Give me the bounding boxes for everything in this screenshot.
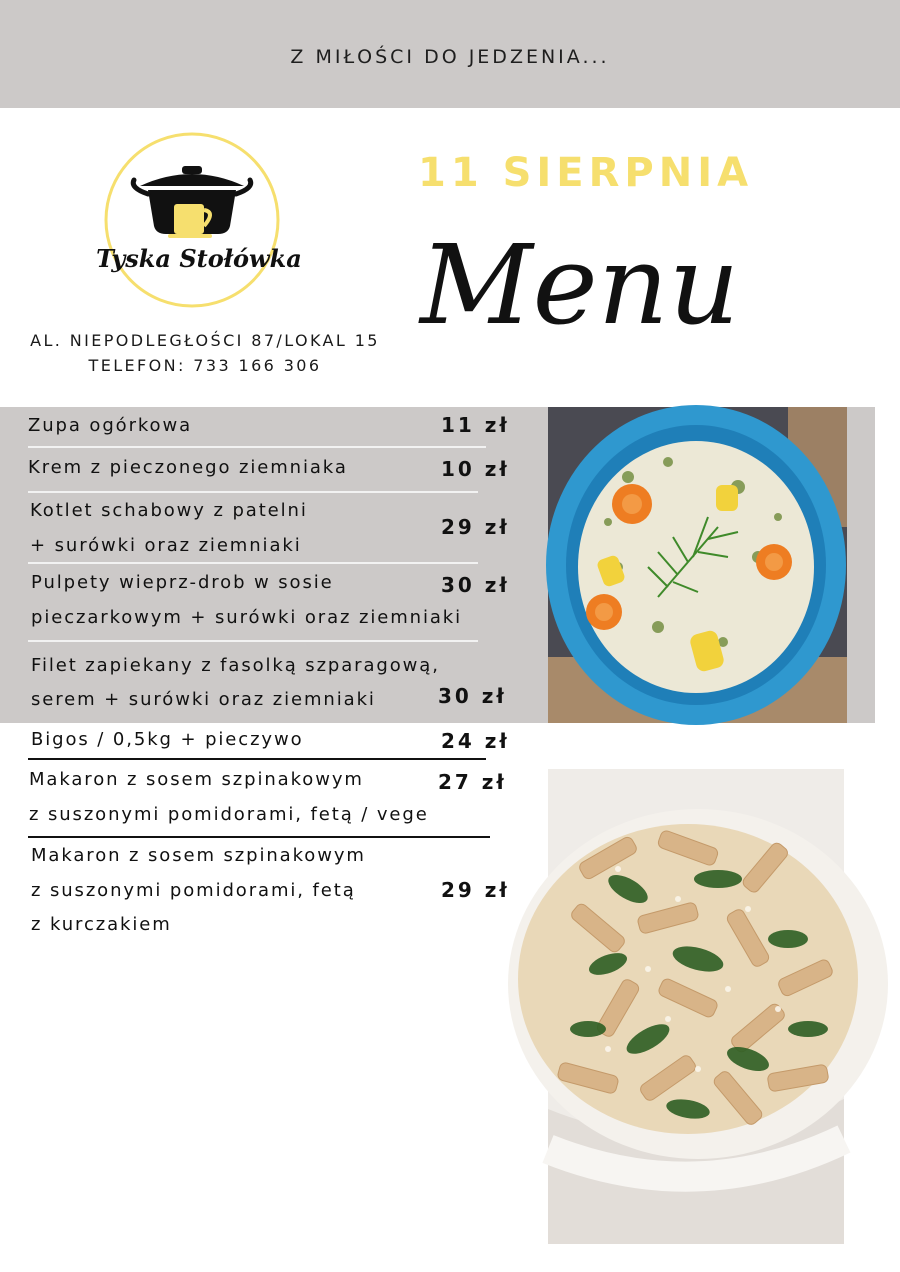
menu-item-name: Bigos / 0,5kg + pieczywo <box>31 729 304 750</box>
logo-name: Tyska Stołówka <box>96 244 302 273</box>
menu-item-price: 10 zł <box>441 457 510 481</box>
menu-item-name: Zupa ogórkowa <box>28 415 193 436</box>
tagline: Z MIŁOŚCI DO JEDZENIA... <box>290 46 610 68</box>
menu-item-price: 29 zł <box>441 515 510 539</box>
menu-title-text: Menu <box>420 221 740 349</box>
cucumber-soup-photo <box>548 407 847 723</box>
pasta-photo <box>548 769 844 1244</box>
restaurant-logo <box>96 128 302 313</box>
soup-photo <box>548 407 847 723</box>
menu-item-name: Krem z pieczonego ziemniaka <box>28 457 348 478</box>
spinach-pasta-photo <box>548 769 844 1244</box>
divider <box>28 758 486 760</box>
address: AL. NIEPODLEGŁOŚCI 87/LOKAL 15 <box>30 331 380 350</box>
menu-item-name: Makaron z sosem szpinakowym <box>31 845 366 866</box>
menu-item-price: 27 zł <box>438 770 507 794</box>
pot-with-mug-icon <box>100 128 285 313</box>
menu-item-name: pieczarkowym + surówki oraz ziemniaki <box>31 607 463 628</box>
menu-item-name: Kotlet schabowy z patelni <box>30 500 308 521</box>
menu-item-name: + surówki oraz ziemniaki <box>30 535 302 556</box>
menu-item-price: 30 zł <box>441 573 510 597</box>
menu-item-name: Filet zapiekany z fasolką szparagową, <box>31 655 440 676</box>
menu-item-price: 29 zł <box>441 878 510 902</box>
divider <box>28 836 490 838</box>
menu-item-name: z suszonymi pomidorami, fetą / vege <box>29 804 429 825</box>
menu-item-price: 24 zł <box>441 729 510 753</box>
menu-item-name: z kurczakiem <box>31 914 172 935</box>
phone-number[interactable]: TELEFON: 733 166 306 <box>88 356 322 375</box>
menu-item-price: 30 zł <box>438 684 507 708</box>
menu-band-edge <box>847 407 875 723</box>
menu-item-name: serem + surówki oraz ziemniaki <box>31 689 376 710</box>
divider <box>28 491 478 493</box>
menu-item-name: Pulpety wieprz-drob w sosie <box>31 572 334 593</box>
menu-item-name: Makaron z sosem szpinakowym <box>29 769 364 790</box>
menu-item-name: z suszonymi pomidorami, fetą <box>31 880 356 901</box>
divider <box>28 446 486 448</box>
menu-date: 11 SIERPNIA <box>418 150 754 196</box>
menu-title <box>410 205 740 389</box>
divider <box>28 640 478 642</box>
divider <box>28 562 478 564</box>
menu-item-price: 11 zł <box>441 413 510 437</box>
